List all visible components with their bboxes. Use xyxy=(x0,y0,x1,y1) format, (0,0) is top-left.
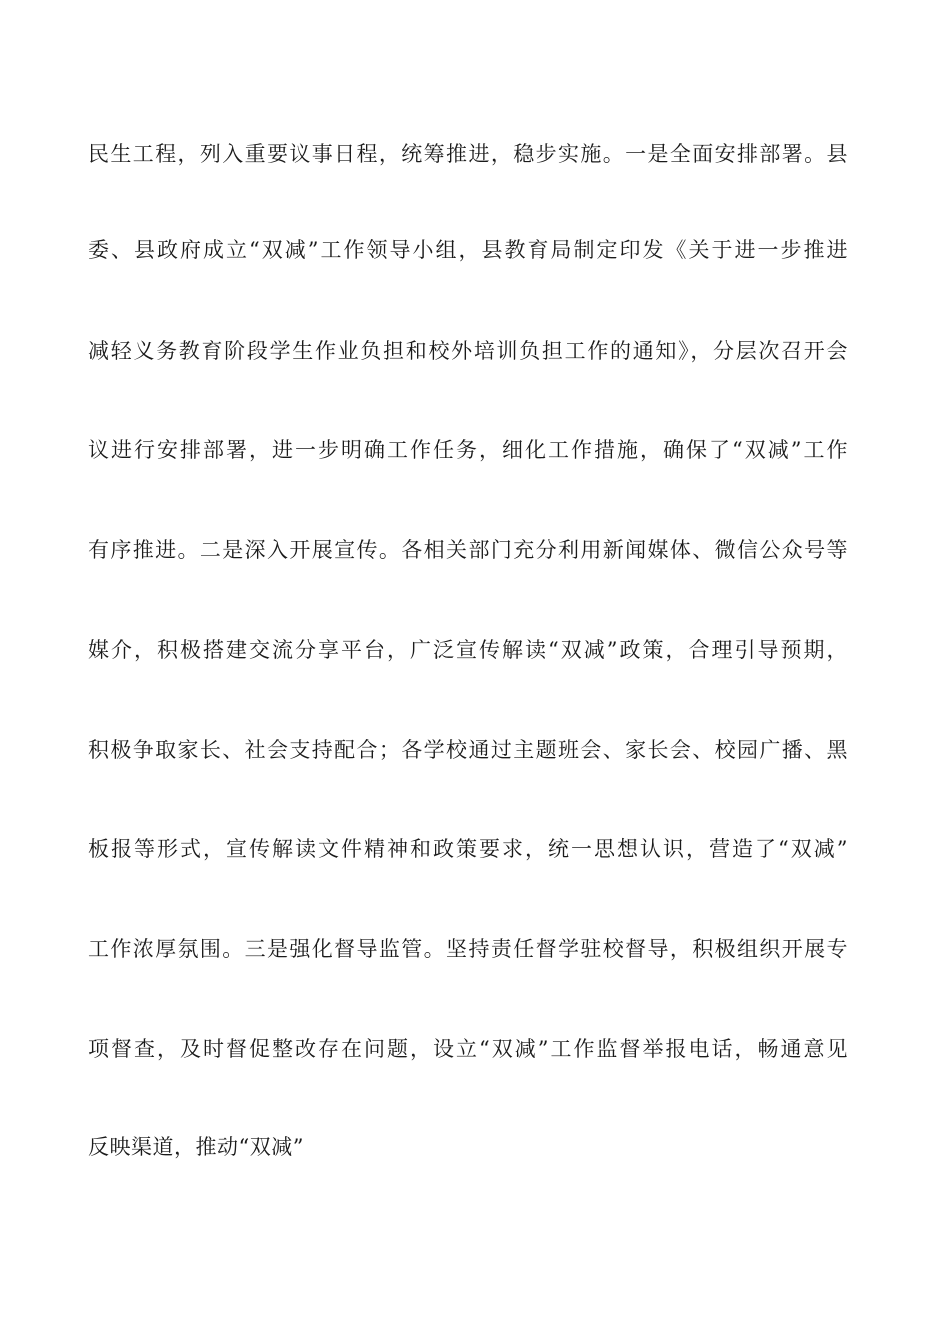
paragraph-line-3: 减轻义务教育阶段学生作业负担和校外培训负担工作的通知》，分层次召开会 xyxy=(88,339,848,363)
paragraph-line-8: 板报等形式，宣传解读文件精神和政策要求，统一思想认识，营造了“双减” xyxy=(88,837,848,861)
paragraph-line-7: 积极争取家长、社会支持配合；各学校通过主题班会、家长会、校园广播、黑 xyxy=(88,738,848,762)
paragraph-line-4: 议进行安排部署，进一步明确工作任务，细化工作措施，确保了“双减”工作 xyxy=(88,438,848,462)
paragraph-line-10: 项督查，及时督促整改存在问题，设立“双减”工作监督举报电话，畅通意见 xyxy=(88,1037,848,1061)
paragraph-line-11: 反映渠道，推动“双减” xyxy=(88,1135,304,1159)
paragraph-line-6: 媒介，积极搭建交流分享平台，广泛宣传解读“双减”政策，合理引导预期， xyxy=(88,638,848,662)
paragraph-line-5: 有序推进。二是深入开展宣传。各相关部门充分利用新闻媒体、微信公众号等 xyxy=(88,538,848,562)
paragraph-line-2: 委、县政府成立“双减”工作领导小组，县教育局制定印发《关于进一步推进 xyxy=(88,238,848,262)
paragraph-line-1: 民生工程，列入重要议事日程，统筹推进，稳步实施。一是全面安排部署。县 xyxy=(88,142,848,166)
paragraph-line-9: 工作浓厚氛围。三是强化督导监管。坚持责任督学驻校督导，积极组织开展专 xyxy=(88,937,848,961)
